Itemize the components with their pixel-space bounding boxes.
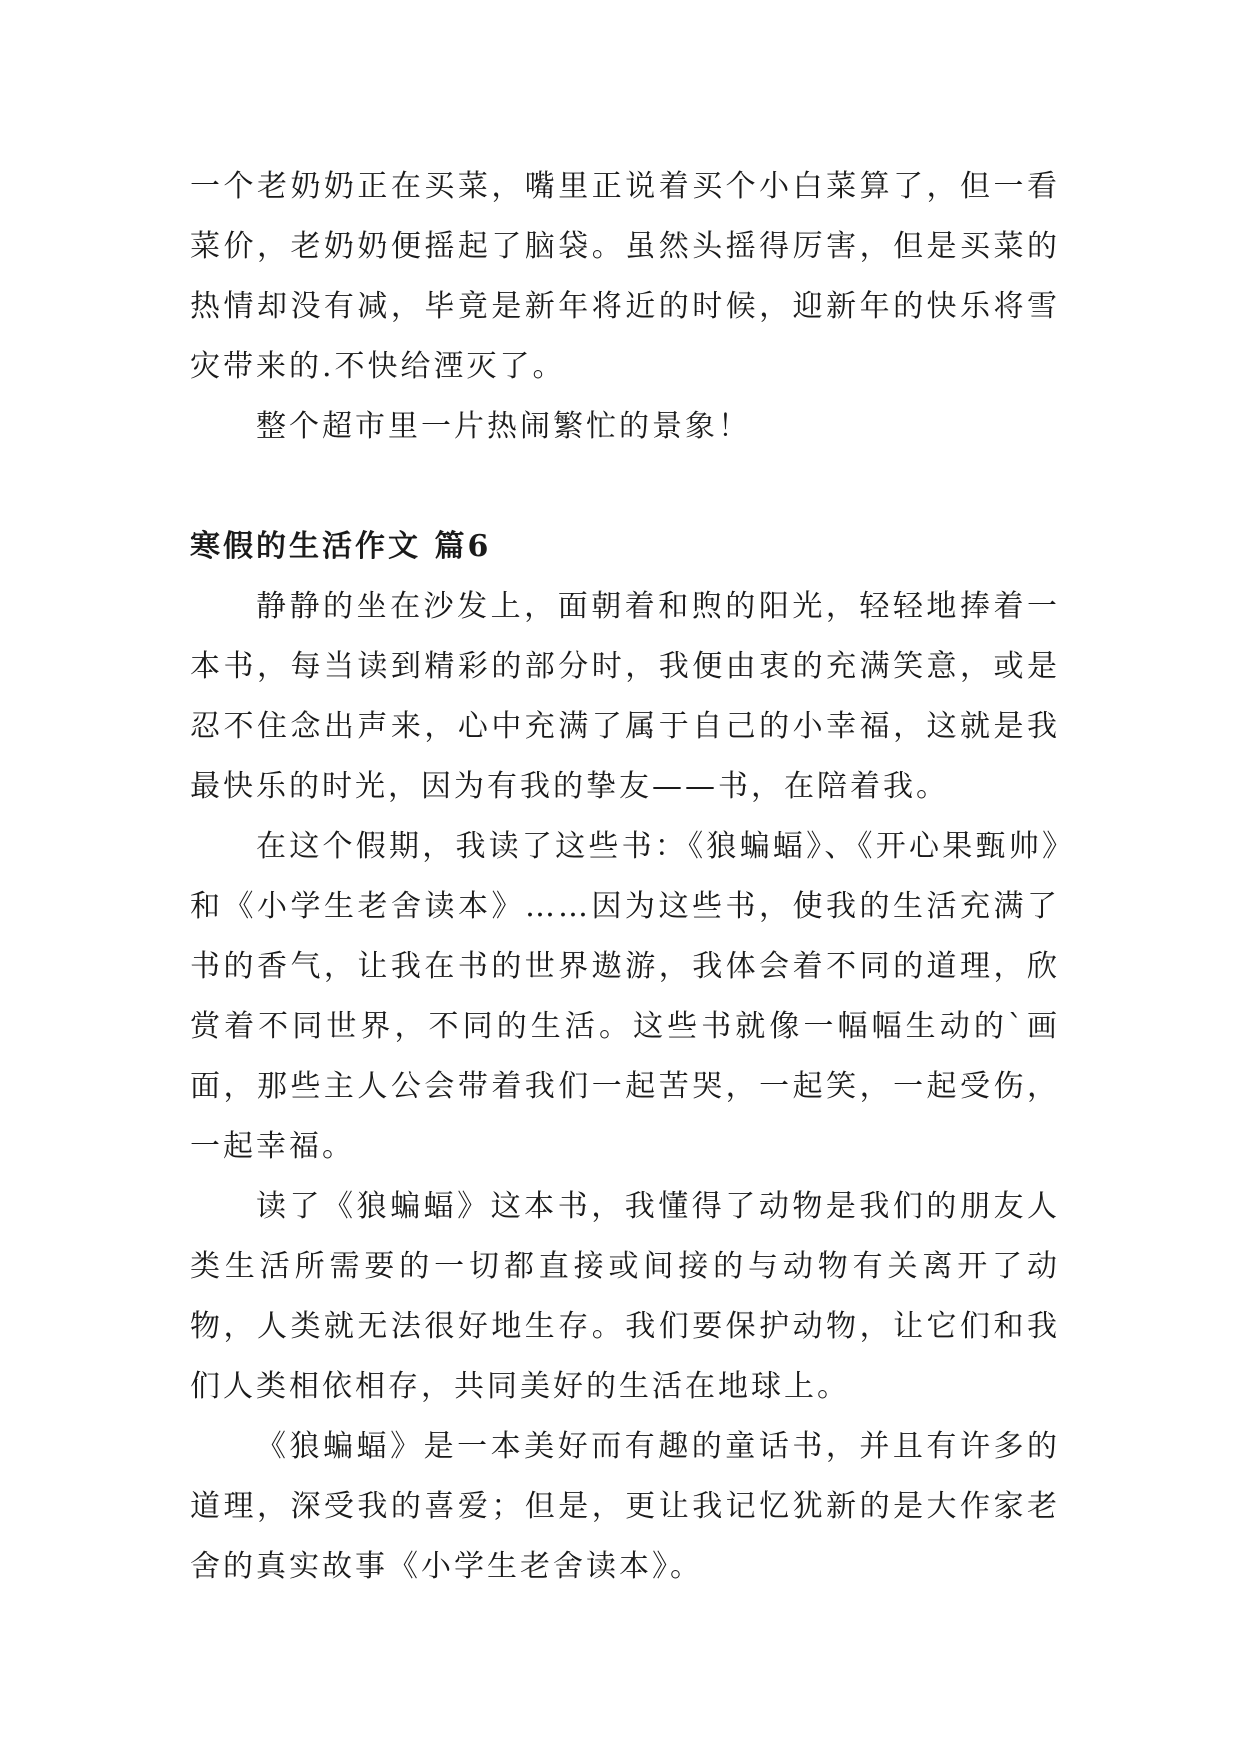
section-paragraph-4: 《狼蝙蝠》是一本美好而有趣的童话书，并且有许多的道理，深受我的喜爱；但是，更让我记忆犹新的是大作家老舍的真实故事《小学生老舍读本》。: [190, 1429, 1060, 1584]
document-body: [190, 157, 1060, 1597]
section-spacer: [190, 457, 1060, 517]
section-paragraph-1: 静静的坐在沙发上，面朝着和煦的阳光，轻轻地捧着一本书，每当读到精彩的部分时，我便由衷的充满笑意，或是忍不住念出声来，心中充满了属于自己的小幸福，这就是我最快乐的时光，因为有我的挚友——书，在陪着我。: [190, 589, 1060, 804]
section-heading: 寒假的生活作文 篇6: [190, 529, 492, 564]
continuation-paragraph-2: 整个超市里一片热闹繁忙的景象！: [256, 409, 751, 444]
section-paragraph-3: 读了《狼蝙蝠》这本书，我懂得了动物是我们的朋友人类生活所需要的一切都直接或间接的与动物有关离开了动物，人类就无法很好地生存。我们要保护动物，让它们和我们人类相依相存，共同美好的生活在地球上。: [190, 1189, 1060, 1404]
continuation-paragraph-1: 一个老奶奶正在买菜，嘴里正说着买个小白菜算了，但一看菜价，老奶奶便摇起了脑袋。虽然头摇得厉害，但是买菜的热情却没有减，毕竟是新年将近的时候，迎新年的快乐将雪灾带来的.不快给湮灭了。: [190, 169, 1060, 384]
section-paragraph-2: 在这个假期，我读了这些书：《狼蝙蝠》、《开心果甄帅》和《小学生老舍读本》……因为这些书，使我的生活充满了书的香气，让我在书的世界遨游，我体会着不同的道理，欣赏着不同世界，不同的生活。这些书就像一幅幅生动的`画面，那些主人公会带着我们一起苦哭，一起笑，一起受伤，一起幸福。: [190, 829, 1060, 1164]
